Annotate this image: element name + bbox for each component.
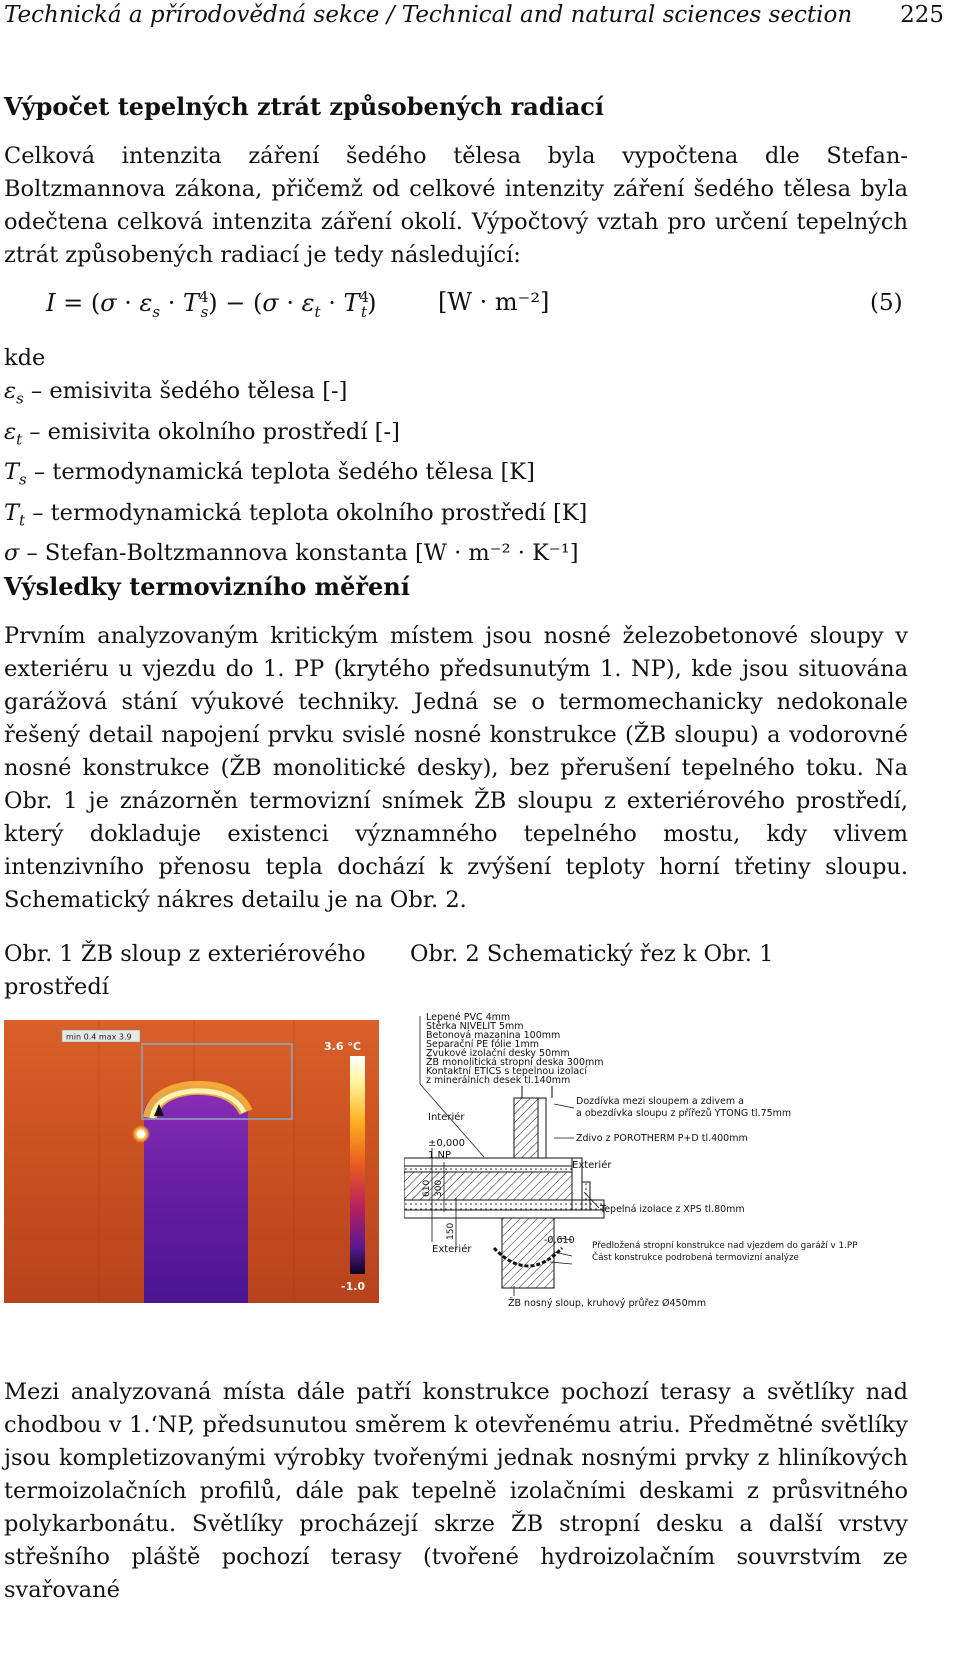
dimension-610: 610 <box>422 1179 432 1197</box>
section-title-thermovision: Výsledky termovizního měření <box>4 572 410 601</box>
figure-1-caption: Obr. 1 ŽB sloup z exteriérového prostředí <box>4 941 366 1000</box>
label-wall: Zdivo z POROTHERM P+D tl.400mm <box>576 1133 748 1144</box>
svg-text:Separační PE fólie 1mm: Separační PE fólie 1mm <box>426 1039 539 1050</box>
schematic-section-drawing <box>404 1012 912 1312</box>
label-column: ŽB nosný sloup, kruhový průřez Ø450mm <box>508 1298 707 1309</box>
layer-labels <box>426 1012 604 1086</box>
equation-unit: [W · m⁻²] <box>438 288 550 316</box>
dimension-300: 300 <box>434 1179 444 1197</box>
label-detail-2: Část konstrukce podrobená termovizní analýze <box>592 1253 799 1263</box>
where-label: kde <box>4 345 46 371</box>
symbol-list <box>4 375 587 570</box>
list-item: $T_s$ – termodynamická teplota šedého tělesa [K] <box>4 459 535 489</box>
label-level: ±0,000 <box>428 1138 466 1149</box>
label-gap: Dozdívka mezi sloupem a zdivem a <box>576 1096 744 1107</box>
list-item: $\varepsilon_s$ – emisivita šedého tělesa [-] <box>4 378 348 408</box>
label-detail-1: Předložená stropní konstrukce nad vjezdem do garáží v 1.PP <box>592 1241 858 1251</box>
section-title-radiation: Výpočet tepelných ztrát způsobených radiací <box>4 92 605 121</box>
list-item: $T_t$ – termodynamická teplota okolního prostředí [K] <box>4 499 588 529</box>
equation-number: (5) <box>870 290 903 316</box>
label-insulation: Tepelná izolace z XPS tl.80mm <box>600 1204 745 1215</box>
label-np: 1.NP <box>428 1150 452 1161</box>
running-header <box>4 2 944 28</box>
thermal-image <box>4 1020 379 1303</box>
label-gap-2: a obezdívka sloupu z přířezů YTONG tl.75mm <box>576 1108 792 1119</box>
svg-text:Betonová mazanina 100mm: Betonová mazanina 100mm <box>426 1030 561 1041</box>
list-item: σ – Stefan-Boltzmannova konstanta [W · m⁻² · K⁻¹] <box>4 540 579 566</box>
svg-text:Zvukové izolační desky 50mm: Zvukové izolační desky 50mm <box>426 1048 570 1059</box>
scale-max-label: 3.6 °C <box>324 1040 361 1053</box>
label-interior: Interiér <box>428 1112 465 1123</box>
svg-text:Kontaktní ETICS s tepelnou izo: Kontaktní ETICS s tepelnou izolací <box>426 1066 588 1077</box>
header-section: Technická a přírodovědná sekce / Technical and natural sciences section <box>4 2 853 28</box>
label-exterior: Exteriér <box>572 1160 612 1171</box>
dimension-150: 150 <box>446 1222 456 1240</box>
paragraph-radiation: Celková intenzita záření šedého tělesa byla vypočtena dle Stefan-Boltzmannova zákona, přičemž od celkové intenzity záření šedého tělesa byla odečtena celková intenzita záření okolí. Výpočtový vztah pro určení tepelných ztrát způsobených radiací je tedy následující: <box>4 143 908 268</box>
page-number: 225 <box>900 2 944 28</box>
figure-2-caption: Obr. 2 Schematický řez k Obr. 1 <box>410 941 774 967</box>
equation-5: $I = (\sigma \cdot \varepsilon_s \cdot T^4_s) - (\sigma \cdot \varepsilon_t \cdot T^4_t)$ <box>46 288 377 321</box>
paragraph-thermovision: Prvním analyzovaným kritickým místem jsou nosné železobetonové sloupy v exteriéru u vjezdu do 1. PP (krytého předsunutým 1. NP), kde jsou situována garážová stání výukové techniky. Jedná se o termomechanicky nedokonale řešený detail napojení prvku svislé nosné konstrukce (ŽB sloupu) a vodorovné nosné konstrukce (ŽB monolitické desky), bez přerušení tepelného toku. Na Obr. 1 je znázorněn termovizní snímek ŽB sloupu z exteriérového prostředí, který dokladuje existenci významného tepelného mostu, kdy vlivem intenzivního přenosu tepla dochází k zvýšení teploty horní třetiny sloupu. Schematický nákres detailu je na Obr. 2. <box>4 623 908 913</box>
svg-text:Lepené PVC 4mm: Lepené PVC 4mm <box>426 1012 511 1023</box>
list-item: $\varepsilon_t$ – emisivita okolního prostředí [-] <box>4 418 400 448</box>
label-exterior-bottom: Exteriér <box>432 1244 472 1255</box>
svg-text:ŽB monolitická stropní deska 3: ŽB monolitická stropní deska 300mm <box>426 1057 604 1068</box>
svg-text:z minerálních desek tl.140mm: z minerálních desek tl.140mm <box>426 1075 571 1086</box>
label-level-2: -0,610 <box>544 1235 575 1246</box>
svg-text:Stěrka NIVELIT 5mm: Stěrka NIVELIT 5mm <box>426 1021 524 1032</box>
scale-min-label: -1.0 <box>341 1280 366 1293</box>
paragraph-skylights: Mezi analyzovaná místa dále patří konstrukce pochozí terasy a světlíky nad chodbou v 1.‘NP, předsunutou směrem k otevřenému atriu. Předmětné světlíky jsou kompletizovanými výrobky tvořenými jednak nosnými prvky z hliníkových termoizolačních profilů, dále pak tepelně izolačními deskami z průsvitného polykarbonátu. Světlíky procházejí skrze ŽB stropní desku a další vrstvy střešního pláště pochozí terasy (tvořené hydroizolačním souvrstvím ze svařované <box>4 1379 908 1603</box>
thermal-box-label: min 0.4 max 3.9 <box>66 1032 132 1042</box>
